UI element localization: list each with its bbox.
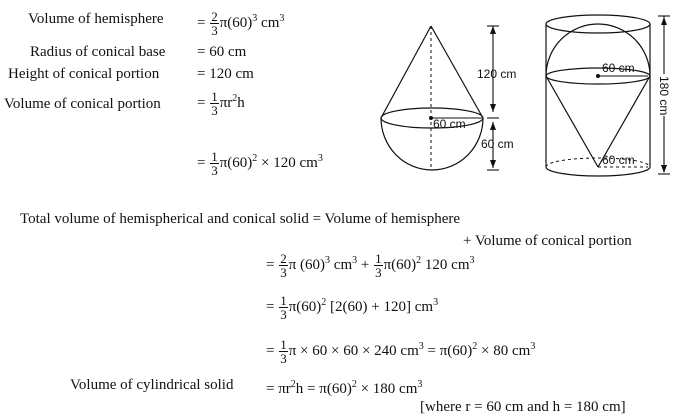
denominator: 3 [280,265,287,281]
numerator: 1 [280,337,287,353]
vol-hemisphere-expr [197,10,284,37]
denominator: 3 [211,23,218,39]
expr-text: × 80 cm [477,343,531,359]
unit: cm [257,15,280,31]
radius-label-bottom: 60 cm [602,153,635,167]
expr-text: 120 cm [421,257,470,273]
exponent: 3 [418,341,424,352]
total-expr-1 [266,252,475,279]
plus-cone-line: + Volume of conical portion [463,233,632,249]
numerator: 2 [211,9,218,25]
hemisphere-arc [381,118,483,170]
expr-text: + [357,257,374,273]
expr-text: π × 60 × 60 × 240 cm [288,343,419,359]
expr-text: π(60) [219,15,253,31]
cone-left-edge [381,26,431,118]
total-expr-2 [266,294,438,321]
arrow-down-icon [490,104,496,112]
exponent: 3 [469,255,475,266]
radius-expr [197,43,246,61]
expr-text: π (60) [288,257,326,273]
exponent: 2 [232,93,238,104]
exponent: 2 [351,379,357,390]
cone-hemisphere-figure [375,18,535,178]
height-label-fig1: 120 cm [477,67,517,81]
numerator: 1 [280,293,287,309]
total-expr-3 [266,338,535,365]
expr-text: = π(60) [303,381,352,397]
exponent: 3 [252,13,258,24]
eq-sign: = [266,299,275,315]
denominator: 3 [280,307,287,323]
where-note: [where r = 60 cm and h = 180 cm] [420,399,626,415]
eq-sign: = [197,66,206,82]
hemi-label-fig1: 60 cm [481,137,514,151]
vol-cone-expr [197,90,245,117]
expr-text: × 120 cm [257,155,318,171]
exponent: 2 [472,341,478,352]
expr-text: h [237,95,245,111]
cone-right-edge [431,26,483,118]
numerator: 1 [211,149,218,165]
eq-sign: = [197,155,206,171]
expr-text: cm [330,257,353,273]
expr-text: π(60) [288,299,322,315]
radius-label-fig1: 60 cm [433,117,466,131]
expr-text: π(60) [219,155,253,171]
fraction-2-3 [279,252,288,279]
height-value: 120 cm [209,66,254,82]
exponent: 3 [352,255,358,266]
fraction-1-3 [210,150,219,177]
center-dot-2 [596,74,600,78]
height-label: Height of conical portion [8,66,160,82]
height-expr [197,65,254,83]
denominator: 3 [211,103,218,119]
cylinder-figure [540,12,680,184]
expr-text: h [295,381,304,397]
fraction-1-3 [279,338,288,365]
exponent: 3 [417,379,423,390]
eq-sign: = [197,95,206,111]
expr-text: [2(60) + 120] cm [326,299,434,315]
exponent: 3 [279,13,285,24]
arrow-down-icon [661,165,667,173]
height-label-fig2: 180 cm [657,76,671,116]
radius-value: 60 cm [209,44,247,60]
eq-sign: = [266,257,275,273]
exponent: 3 [325,255,331,266]
fraction-1-3 [374,252,383,279]
exponent: 3 [530,341,536,352]
eq-sign: = [266,343,275,359]
expr-text: πr [219,95,233,111]
radius-label: Radius of conical base [30,44,166,60]
exponent: 3 [433,297,439,308]
exponent: 2 [290,379,296,390]
arrow-down-icon [490,160,496,168]
exponent: 2 [416,255,422,266]
denominator: 3 [375,265,382,281]
expr-text: π(60) [383,257,417,273]
radius-label-top: 60 cm [602,61,635,75]
vol-hemisphere-label: Volume of hemisphere [28,11,164,27]
total-volume-line: Total volume of hemispherical and conical solid = Volume of hemisphere [20,211,461,227]
cyl-volume-label: Volume of cylindrical solid [70,377,234,393]
exponent: 2 [321,297,327,308]
arrow-up-icon [661,17,667,25]
expr-text: × 180 cm [356,381,418,397]
eq-sign: = [197,15,206,31]
cone-left-edge-2 [546,76,598,167]
denominator: 3 [280,351,287,367]
eq-sign: = [266,381,275,397]
vol-cone-expr-2 [197,150,323,177]
fraction-2-3 [210,10,219,37]
exponent: 2 [252,153,258,164]
fraction-1-3 [279,294,288,321]
cylinder-bottom-front [546,167,650,176]
cyl-volume-expr [266,376,422,398]
vol-cone-label: Volume of conical portion [4,96,161,112]
exponent: 3 [317,153,323,164]
numerator: 1 [211,89,218,105]
arrow-up-icon [490,26,496,34]
expr-text: = π(60) [423,343,473,359]
denominator: 3 [211,163,218,179]
numerator: 1 [375,251,382,267]
expr-text: πr [278,381,291,397]
eq-sign: = [197,44,206,60]
vol-hemisphere-line [28,10,164,28]
numerator: 2 [280,251,287,267]
fraction-1-3 [210,90,219,117]
